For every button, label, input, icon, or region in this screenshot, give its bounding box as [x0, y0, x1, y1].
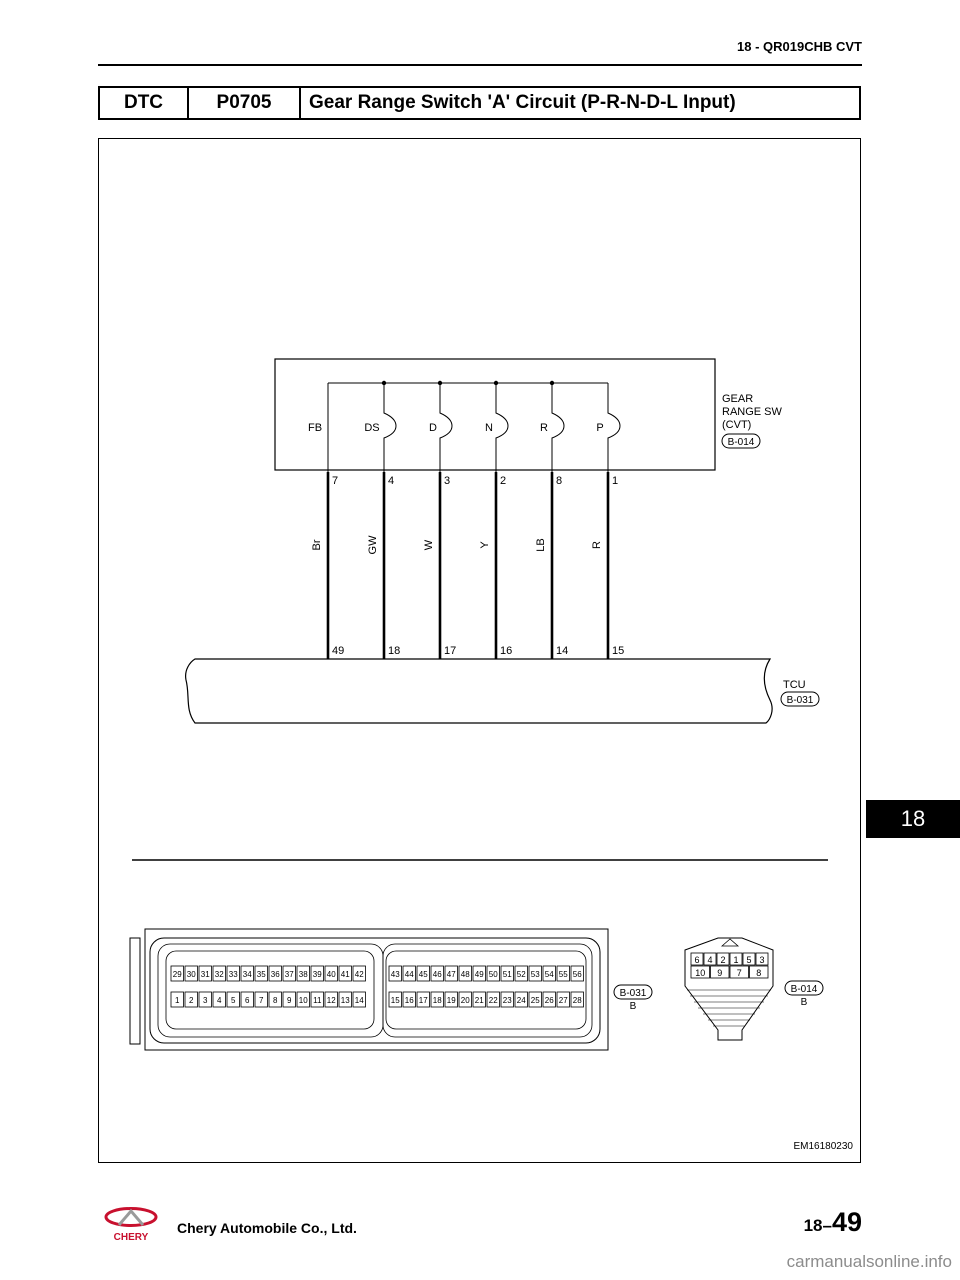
- switch-pin-number: 1: [612, 475, 619, 487]
- tcu-connector-pins: [171, 966, 584, 1007]
- connector-pin-number: 16: [404, 996, 414, 1005]
- dtc-code: P0705: [189, 88, 301, 118]
- connector-pin-number: 7: [736, 968, 742, 978]
- switch-view-connector-id: B-014: [790, 984, 818, 995]
- tcu-view-connector-id: B-031: [619, 988, 647, 999]
- connector-pin-number: 55: [558, 970, 568, 979]
- connector-pin-number: 29: [172, 970, 182, 979]
- connector-pin-number: 4: [217, 996, 222, 1005]
- switch-pin-number: 7: [332, 475, 339, 487]
- connector-pin-number: 9: [287, 996, 292, 1005]
- tcu-pin-number: 16: [500, 645, 513, 657]
- connector-pin-number: 32: [214, 970, 224, 979]
- switch-pin-number: 8: [556, 475, 563, 487]
- connector-pin-number: 1: [733, 955, 739, 965]
- connector-pin-number: 8: [756, 968, 762, 978]
- connector-pin-number: 41: [340, 970, 350, 979]
- connector-pin-number: 33: [228, 970, 238, 979]
- connector-pin-number: 38: [298, 970, 308, 979]
- connector-pin-number: 25: [530, 996, 540, 1005]
- tcu-body: [186, 659, 772, 723]
- connector-pin-number: 21: [474, 996, 484, 1005]
- connector-pin-number: 45: [418, 970, 428, 979]
- tcu-connector-face: [130, 929, 608, 1050]
- connector-pin-number: 3: [203, 996, 208, 1005]
- page-number: [804, 1207, 862, 1238]
- switch-contact: [608, 383, 620, 472]
- switch-pin-number: 3: [444, 475, 451, 487]
- connector-pin-number: 48: [460, 970, 470, 979]
- connector-pin-number: 24: [516, 996, 526, 1005]
- connector-pin-number: 27: [558, 996, 568, 1005]
- gear-switch-connector-id: B-014: [727, 437, 755, 448]
- connector-pin-number: 5: [746, 955, 752, 965]
- dtc-description: Gear Range Switch 'A' Circuit (P-R-N-D-L Input): [309, 92, 736, 113]
- connector-pin-number: 11: [313, 996, 322, 1005]
- wire-color-code: R: [591, 541, 603, 549]
- chery-logo: [102, 1206, 160, 1242]
- logo-wordmark: CHERY: [113, 1232, 149, 1242]
- figure-id: EM16180230: [793, 1141, 853, 1152]
- section-title: 18 - QR019CHB CVT: [737, 39, 862, 54]
- tcu-pin-number: 14: [556, 645, 569, 657]
- connector-pin-number: 20: [460, 996, 470, 1005]
- tcu-pin-number: 49: [332, 645, 345, 657]
- connector-pin-number: 42: [354, 970, 364, 979]
- connector-pin-number: 1: [175, 996, 180, 1005]
- switch-contact: [384, 383, 396, 472]
- connector-pin-number: 12: [326, 996, 336, 1005]
- gear-switch-name-line: (CVT): [722, 419, 752, 431]
- connector-pin-number: 10: [695, 968, 706, 978]
- connector-pin-number: 22: [488, 996, 498, 1005]
- wire-color-code: Y: [479, 541, 491, 549]
- connector-pin-number: 36: [270, 970, 280, 979]
- gear-switch-box: [275, 359, 715, 470]
- connector-pin-number: 13: [340, 996, 350, 1005]
- gear-switch-labels: [308, 393, 783, 448]
- connector-pin-number: 49: [474, 970, 484, 979]
- wire-harness: [311, 472, 624, 659]
- connector-pin-number: 43: [390, 970, 400, 979]
- switch-terminal-label: N: [485, 422, 493, 434]
- wire-color-code: LB: [535, 538, 547, 552]
- connector-pin-number: 7: [259, 996, 264, 1005]
- switch-terminal-label: DS: [364, 422, 380, 434]
- connector-pin-number: 2: [189, 996, 194, 1005]
- connector-pin-number: 23: [502, 996, 512, 1005]
- connector-pin-number: 6: [245, 996, 250, 1005]
- switch-terminal-label: D: [429, 422, 437, 434]
- connector-pin-number: 37: [284, 970, 294, 979]
- connector-pin-number: 54: [544, 970, 554, 979]
- page-prefix: 18–: [803, 1216, 832, 1235]
- connector-pin-number: 53: [530, 970, 540, 979]
- tcu-pin-number: 17: [444, 645, 457, 657]
- tcu-pin-number: 18: [388, 645, 401, 657]
- switch-terminal-label: P: [596, 422, 604, 434]
- switch-connector-pins: [691, 953, 768, 978]
- section-tab: 18: [866, 800, 960, 838]
- connector-pin-number: 51: [502, 970, 512, 979]
- connector-pin-number: 46: [432, 970, 442, 979]
- connector-pin-number: 5: [231, 996, 236, 1005]
- switch-terminal-label: FB: [307, 422, 323, 434]
- footer-company: Chery Automobile Co., Ltd.: [177, 1220, 357, 1236]
- gear-switch-name-line: RANGE SW: [722, 406, 782, 418]
- wire-color-code: GW: [367, 535, 379, 555]
- page-number-value: 49: [831, 1207, 862, 1237]
- connector-pin-number: 35: [256, 970, 266, 979]
- wire-color-code: W: [423, 539, 435, 551]
- tcu-connector-id: B-031: [786, 695, 814, 706]
- switch-contact: [496, 383, 508, 472]
- tcu-view-label: B: [629, 1001, 637, 1012]
- connector-pin-number: 56: [572, 970, 582, 979]
- connector-pin-number: 8: [273, 996, 278, 1005]
- connector-pin-number: 4: [707, 955, 713, 965]
- switch-pin-number: 2: [500, 475, 507, 487]
- connector-pin-number: 30: [186, 970, 196, 979]
- connector-pin-number: 28: [572, 996, 582, 1005]
- switch-pin-number: 4: [388, 475, 395, 487]
- connector-pin-number: 3: [759, 955, 765, 965]
- switch-terminal-label: R: [540, 422, 548, 434]
- connector-pin-number: 14: [354, 996, 364, 1005]
- connector-pin-number: 34: [242, 970, 252, 979]
- switch-contact: [440, 383, 452, 472]
- connector-pin-number: 17: [418, 996, 428, 1005]
- connector-pin-number: 39: [312, 970, 322, 979]
- tcu-name: TCU: [783, 679, 806, 691]
- tcu-pin-number: 15: [612, 645, 625, 657]
- connector-pin-number: 19: [446, 996, 456, 1005]
- connector-pin-number: 47: [446, 970, 456, 979]
- connector-pin-number: 31: [200, 970, 210, 979]
- gear-switch-name-line: GEAR: [722, 393, 754, 405]
- connector-pin-number: 10: [298, 996, 308, 1005]
- watermark: carmanualsonline.info: [786, 1252, 952, 1271]
- switch-contact: [552, 383, 564, 472]
- connector-pin-number: 6: [694, 955, 700, 965]
- connector-pin-number: 50: [488, 970, 498, 979]
- connector-pin-number: 18: [432, 996, 442, 1005]
- connector-pin-number: 15: [390, 996, 400, 1005]
- dtc-label: DTC: [100, 88, 189, 118]
- connector-pin-number: 40: [326, 970, 336, 979]
- connector-pin-number: 26: [544, 996, 554, 1005]
- connector-pin-number: 2: [720, 955, 726, 965]
- switch-view-label: B: [800, 997, 808, 1008]
- connector-pin-number: 52: [516, 970, 526, 979]
- connector-pin-number: 44: [404, 970, 414, 979]
- wire-color-code: Br: [311, 539, 323, 551]
- connector-pin-number: 9: [717, 968, 723, 978]
